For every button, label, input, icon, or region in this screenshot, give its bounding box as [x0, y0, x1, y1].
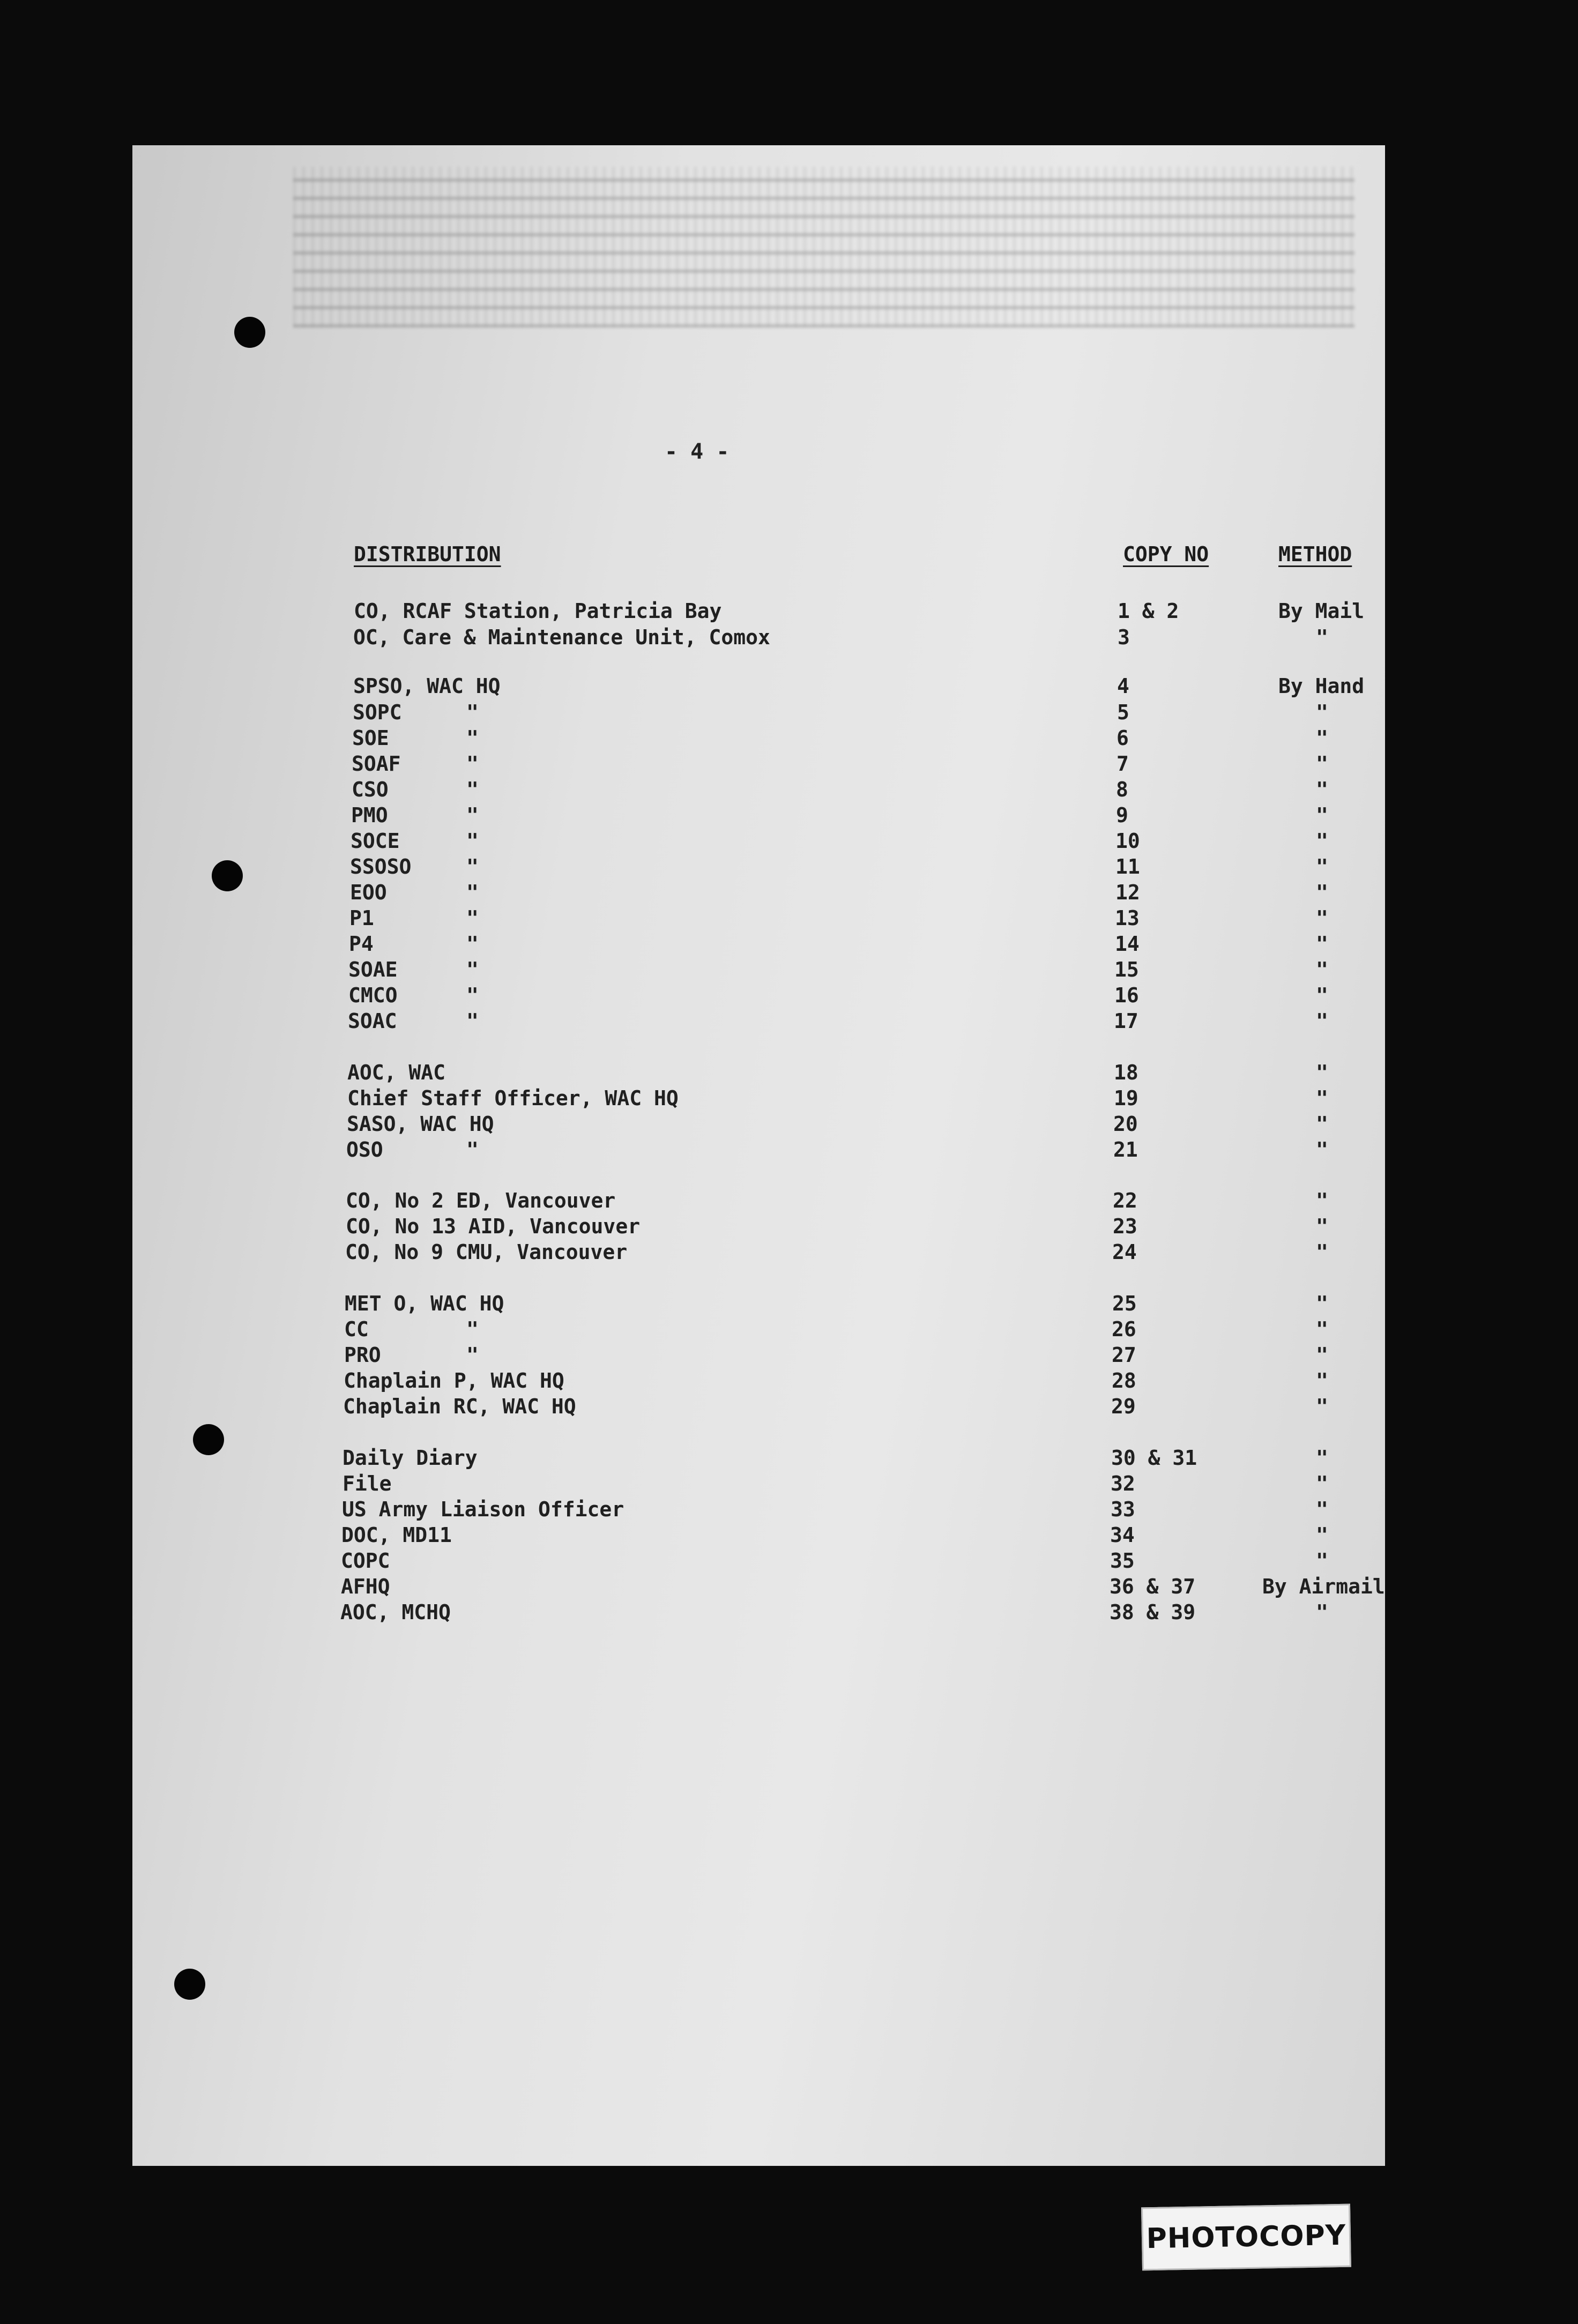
- delivery-method: ": [1316, 1292, 1328, 1315]
- recipient-name: US Army Liaison Officer: [342, 1498, 624, 1521]
- recipient-name: SOPC: [353, 701, 402, 724]
- ditto-mark: ": [466, 906, 479, 930]
- delivery-method: ": [1316, 1523, 1328, 1547]
- copy-number: 3: [1118, 625, 1130, 649]
- ditto-mark: ": [466, 984, 479, 1007]
- recipient-name: AFHQ: [341, 1575, 390, 1598]
- recipient-name: File: [343, 1472, 392, 1495]
- recipient-name: Daily Diary: [343, 1446, 478, 1470]
- distribution-row: [0, 1369, 1578, 1395]
- recipient-name: Chaplain P, WAC HQ: [344, 1369, 564, 1392]
- copy-number: 28: [1112, 1369, 1136, 1392]
- punch-hole-4: [174, 1969, 205, 2000]
- copy-number: 17: [1114, 1009, 1138, 1033]
- ditto-mark: ": [466, 958, 479, 981]
- delivery-method: ": [1316, 1112, 1328, 1136]
- recipient-name: SOAC: [348, 1009, 397, 1033]
- recipient-name: AOC, WAC: [347, 1061, 446, 1084]
- copy-number: 6: [1116, 726, 1129, 750]
- delivery-method: ": [1316, 1189, 1328, 1212]
- delivery-method: ": [1316, 726, 1328, 750]
- copy-number: 18: [1114, 1061, 1138, 1084]
- recipient-name: OSO: [346, 1138, 383, 1161]
- distribution-row: [0, 1240, 1578, 1266]
- delivery-method: ": [1316, 1446, 1328, 1470]
- distribution-row: [0, 881, 1578, 906]
- delivery-method: ": [1316, 803, 1328, 827]
- distribution-row: [0, 674, 1578, 700]
- ditto-mark: ": [466, 803, 479, 827]
- delivery-method: ": [1316, 778, 1328, 801]
- distribution-header: DISTRIBUTION: [354, 542, 501, 566]
- delivery-method: ": [1316, 1498, 1328, 1521]
- distribution-row: [0, 1292, 1578, 1317]
- recipient-name: EOO: [350, 881, 387, 904]
- delivery-method: ": [1316, 1061, 1328, 1084]
- copy-number: 36 & 37: [1110, 1575, 1196, 1598]
- ditto-mark: ": [466, 855, 479, 878]
- punch-hole-1: [234, 317, 265, 348]
- distribution-row: [0, 1472, 1578, 1498]
- photocopy-stamp: PHOTOCOPY: [1141, 2204, 1351, 2271]
- delivery-method: By Hand: [1278, 674, 1365, 698]
- recipient-name: CSO: [352, 778, 389, 801]
- ditto-mark: ": [466, 778, 479, 801]
- recipient-name: CO, No 13 AID, Vancouver: [346, 1215, 641, 1238]
- copy-number: 15: [1114, 958, 1139, 981]
- distribution-row: [0, 1086, 1578, 1112]
- distribution-row: [0, 599, 1578, 625]
- distribution-row: [0, 1446, 1578, 1472]
- distribution-row: [0, 984, 1578, 1009]
- copy-number: 11: [1115, 855, 1140, 878]
- recipient-name: AOC, MCHQ: [340, 1600, 451, 1624]
- ditto-mark: ": [466, 1009, 479, 1033]
- recipient-name: CO, No 2 ED, Vancouver: [346, 1189, 616, 1212]
- delivery-method: ": [1316, 906, 1328, 930]
- recipient-name: PMO: [351, 803, 388, 827]
- copy-number: 1 & 2: [1118, 599, 1179, 623]
- recipient-name: CO, No 9 CMU, Vancouver: [345, 1240, 628, 1264]
- distribution-row: [0, 906, 1578, 932]
- copy-number: 10: [1115, 829, 1140, 853]
- delivery-method: ": [1316, 932, 1328, 956]
- copy-number: 20: [1113, 1112, 1138, 1136]
- recipient-name: SASO, WAC HQ: [347, 1112, 494, 1136]
- copy-number: 33: [1111, 1498, 1135, 1521]
- distribution-row: [0, 1009, 1578, 1035]
- delivery-method: By Airmail: [1262, 1575, 1385, 1598]
- recipient-name: SOAF: [352, 752, 401, 776]
- ditto-mark: ": [466, 1138, 479, 1161]
- delivery-method: ": [1316, 1369, 1328, 1392]
- recipient-name: P4: [349, 932, 374, 956]
- recipient-name: PRO: [344, 1343, 381, 1367]
- distribution-row: [0, 803, 1578, 829]
- delivery-method: ": [1316, 958, 1328, 981]
- recipient-name: SSOSO: [350, 855, 412, 878]
- copy-number: 34: [1110, 1523, 1135, 1547]
- recipient-name: SOE: [352, 726, 389, 750]
- delivery-method: ": [1316, 984, 1328, 1007]
- delivery-method: By Mail: [1278, 599, 1365, 623]
- copy-number: 30 & 31: [1111, 1446, 1197, 1470]
- distribution-row: [0, 1317, 1578, 1343]
- copy-number: 12: [1115, 881, 1140, 904]
- distribution-row: [0, 932, 1578, 958]
- recipient-name: SPSO, WAC HQ: [353, 674, 501, 698]
- copy-number: 4: [1117, 674, 1129, 698]
- method-header: METHOD: [1278, 542, 1352, 566]
- recipient-name: Chief Staff Officer, WAC HQ: [347, 1086, 679, 1110]
- delivery-method: ": [1316, 1600, 1328, 1624]
- distribution-row: [0, 726, 1578, 752]
- delivery-method: ": [1316, 855, 1328, 878]
- delivery-method: ": [1316, 1472, 1328, 1495]
- copy-no-header: COPY NO: [1123, 542, 1209, 566]
- distribution-row: [0, 1343, 1578, 1369]
- copy-number: 26: [1112, 1317, 1136, 1341]
- copy-number: 13: [1115, 906, 1140, 930]
- ditto-mark: ": [466, 726, 479, 750]
- delivery-method: ": [1316, 1240, 1328, 1264]
- delivery-method: ": [1316, 625, 1328, 649]
- distribution-row: [0, 1600, 1578, 1626]
- copy-number: 35: [1110, 1549, 1135, 1573]
- distribution-row: [0, 1395, 1578, 1420]
- recipient-name: Chaplain RC, WAC HQ: [343, 1395, 576, 1418]
- delivery-method: ": [1316, 1009, 1328, 1033]
- recipient-name: CMCO: [348, 984, 398, 1007]
- copy-number: 22: [1113, 1189, 1137, 1212]
- copy-number: 14: [1115, 932, 1140, 956]
- distribution-row: [0, 1189, 1578, 1215]
- distribution-row: [0, 1112, 1578, 1138]
- copy-number: 9: [1116, 803, 1128, 827]
- recipient-name: CC: [344, 1317, 369, 1341]
- delivery-method: ": [1316, 1549, 1328, 1573]
- distribution-row: [0, 1138, 1578, 1164]
- distribution-row: [0, 1575, 1578, 1600]
- copy-number: 25: [1112, 1292, 1137, 1315]
- ditto-mark: ": [466, 829, 479, 853]
- ditto-mark: ": [466, 752, 479, 776]
- copy-number: 27: [1112, 1343, 1136, 1367]
- distribution-row: [0, 1061, 1578, 1086]
- copy-number: 24: [1112, 1240, 1137, 1264]
- ditto-mark: ": [466, 881, 479, 904]
- distribution-row: [0, 752, 1578, 778]
- copy-number: 23: [1113, 1215, 1137, 1238]
- delivery-method: ": [1316, 1215, 1328, 1238]
- copy-number: 29: [1111, 1395, 1136, 1418]
- show-through-text: [293, 167, 1354, 327]
- recipient-name: DOC, MD11: [341, 1523, 452, 1547]
- delivery-method: ": [1316, 752, 1328, 776]
- copy-number: 7: [1116, 752, 1129, 776]
- copy-number: 8: [1116, 778, 1128, 801]
- recipient-name: MET O, WAC HQ: [345, 1292, 504, 1315]
- copy-number: 19: [1114, 1086, 1138, 1110]
- delivery-method: ": [1316, 1317, 1328, 1341]
- delivery-method: ": [1316, 701, 1328, 724]
- distribution-row: [0, 625, 1578, 651]
- copy-number: 16: [1114, 984, 1139, 1007]
- distribution-row: [0, 829, 1578, 855]
- recipient-name: OC, Care & Maintenance Unit, Comox: [353, 625, 770, 649]
- distribution-row: [0, 701, 1578, 726]
- distribution-row: [0, 778, 1578, 803]
- delivery-method: ": [1316, 881, 1328, 904]
- ditto-mark: ": [466, 701, 479, 724]
- delivery-method: ": [1316, 1086, 1328, 1110]
- ditto-mark: ": [466, 1317, 479, 1341]
- recipient-name: SOCE: [351, 829, 400, 853]
- distribution-row: [0, 1523, 1578, 1549]
- distribution-row: [0, 1549, 1578, 1575]
- copy-number: 32: [1111, 1472, 1135, 1495]
- distribution-row: [0, 855, 1578, 881]
- recipient-name: CO, RCAF Station, Patricia Bay: [354, 599, 722, 623]
- delivery-method: ": [1316, 1343, 1328, 1367]
- distribution-row: [0, 1498, 1578, 1523]
- ditto-mark: ": [466, 932, 479, 956]
- copy-number: 5: [1117, 701, 1129, 724]
- ditto-mark: ": [466, 1343, 479, 1367]
- recipient-name: COPC: [341, 1549, 390, 1573]
- distribution-row: [0, 958, 1578, 984]
- delivery-method: ": [1316, 1138, 1328, 1161]
- copy-number: 21: [1113, 1138, 1138, 1161]
- page-number: - 4 -: [665, 440, 730, 464]
- delivery-method: ": [1316, 829, 1328, 853]
- recipient-name: SOAE: [348, 958, 398, 981]
- copy-number: 38 & 39: [1110, 1600, 1196, 1624]
- recipient-name: P1: [349, 906, 374, 930]
- delivery-method: ": [1316, 1395, 1328, 1418]
- distribution-row: [0, 1215, 1578, 1240]
